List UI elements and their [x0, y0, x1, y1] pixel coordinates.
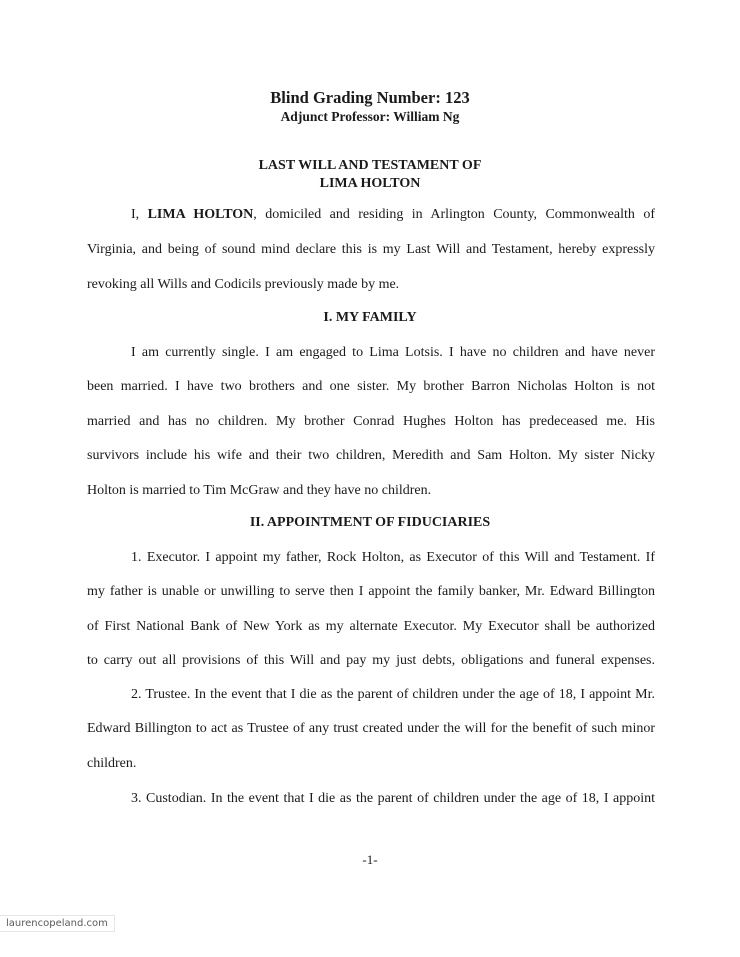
executor-line-3: of First National Bank of New York as my alternate Executor. My Executor shall be authorized [87, 619, 655, 634]
executor-line-1: 1. Executor. I appoint my father, Rock Holton, as Executor of this Will and Testament. If [131, 550, 655, 565]
section-heading-family: I. MY FAMILY [323, 310, 417, 325]
testator-name-title: LIMA HOLTON [319, 176, 421, 191]
page-number: -1- [362, 852, 378, 867]
watermark-label: laurencopeland.com [0, 915, 115, 932]
intro-line-3: revoking all Wills and Codicils previously made by me. [87, 277, 400, 292]
intro-domicile: , domiciled and residing in Arlington County, Commonwealth of [253, 207, 655, 222]
blind-grading-number: Blind Grading Number: 123 [270, 88, 470, 107]
trustee-line-2: Edward Billington to act as Trustee of any trust created under the will for the benefit of such minor [87, 721, 655, 736]
section-heading-fiduciaries: II. APPOINTMENT OF FIDUCIARIES [249, 515, 491, 530]
trustee-line-1: 2. Trustee. In the event that I die as the parent of children under the age of 18, I appoint Mr. [131, 687, 655, 702]
trustee-line-3: children. [87, 756, 137, 771]
intro-line-1 [131, 205, 655, 225]
intro-line-2: Virginia, and being of sound mind declare this is my Last Will and Testament, hereby expressly [87, 242, 655, 257]
intro-prefix: I, [131, 207, 148, 222]
family-line-2: been married. I have two brothers and one sister. My brother Barron Nicholas Holton is not [87, 379, 655, 394]
will-title: LAST WILL AND TESTAMENT OF [258, 158, 482, 173]
testator-name: LIMA HOLTON [147, 207, 254, 222]
family-line-4: survivors include his wife and their two children, Meredith and Sam Holton. My sister Nicky [87, 448, 655, 463]
family-line-1: I am currently single. I am engaged to Lima Lotsis. I have no children and have never [131, 345, 655, 360]
executor-line-2: my father is unable or unwilling to serve then I appoint the family banker, Mr. Edward Billington [87, 584, 655, 599]
family-line-5: Holton is married to Tim McGraw and they have no children. [87, 483, 432, 498]
custodian-line-1: 3. Custodian. In the event that I die as the parent of children under the age of 18, I appoint [131, 791, 655, 806]
adjunct-professor: Adjunct Professor: William Ng [280, 109, 460, 124]
executor-line-4: to carry out all provisions of this Will and pay my just debts, obligations and funeral expenses. [87, 653, 655, 668]
family-line-3: married and has no children. My brother Conrad Hughes Holton has predeceased me. His [87, 414, 655, 429]
